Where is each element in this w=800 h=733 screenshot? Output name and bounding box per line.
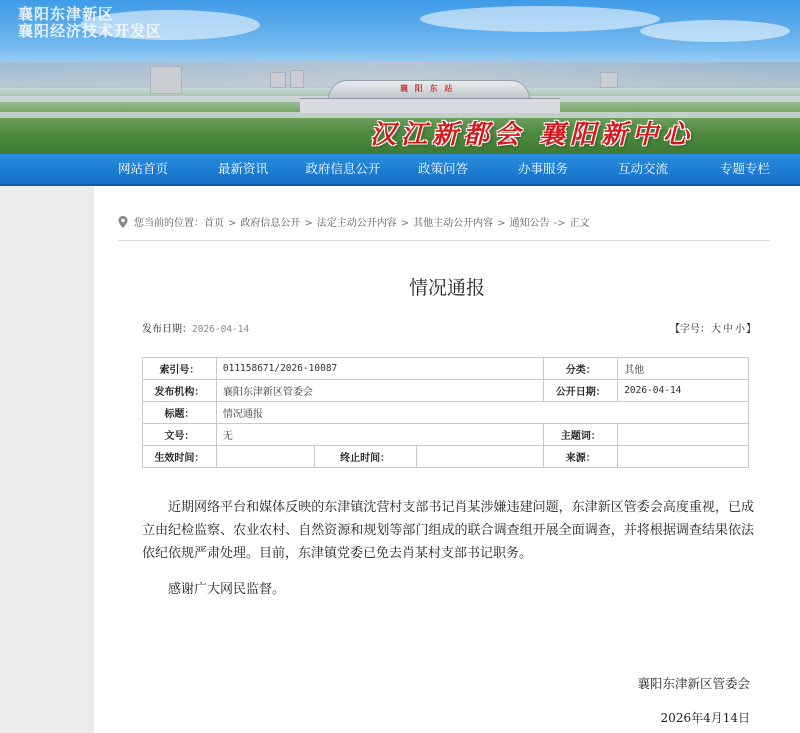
table-row bbox=[143, 358, 749, 380]
index-label: 索引号： bbox=[143, 358, 217, 380]
nav-interact[interactable]: 互动交流 bbox=[617, 161, 668, 176]
nav-news[interactable]: 最新资讯 bbox=[217, 161, 268, 176]
keywords-value bbox=[618, 424, 749, 446]
category-value: 其他 bbox=[618, 358, 749, 380]
content-panel bbox=[94, 186, 800, 733]
font-size-label: 【字号： bbox=[670, 324, 710, 335]
body-paragraph: 近期网络平台和媒体反映的东津镇沈营村支部书记肖某涉嫌违建问题，东津新区管委会高度重视，已成立由纪检监察、农业农村、自然资源和规划等部门组成的联合调查组开展全面调查，并将根据调查结果依法依纪依规严肃处理。目前，东津镇党委已免去肖某村支部书记职务。 bbox=[142, 500, 754, 561]
font-size-switcher bbox=[670, 320, 756, 335]
breadcrumb-current: 正文 bbox=[569, 218, 590, 229]
location-pin-icon bbox=[118, 216, 130, 231]
banner-slogan: 汉江新都会 襄阳新中心 bbox=[370, 120, 695, 150]
breadcrumb bbox=[118, 214, 590, 231]
keywords-label: 主题词： bbox=[544, 424, 618, 446]
table-row bbox=[143, 380, 749, 402]
effective-value bbox=[216, 446, 314, 468]
breadcrumb-notices[interactable]: 通知公告 bbox=[509, 218, 550, 229]
expiry-value bbox=[416, 446, 544, 468]
publisher-value: 襄阳东津新区管委会 bbox=[216, 380, 543, 402]
building-shape bbox=[270, 72, 286, 88]
publish-date bbox=[142, 320, 249, 335]
breadcrumb-separator: > bbox=[497, 218, 506, 229]
subject-value: 情况通报 bbox=[216, 402, 748, 424]
breadcrumb-gov-info[interactable]: 政府信息公开 bbox=[240, 218, 301, 229]
header-banner bbox=[0, 0, 800, 154]
divider bbox=[118, 240, 770, 241]
breadcrumb-home[interactable]: 首页 bbox=[204, 218, 224, 229]
font-large-button[interactable]: 大 bbox=[711, 324, 721, 335]
signature-date: 2026年4月14日 bbox=[660, 711, 750, 725]
source-value bbox=[618, 446, 749, 468]
station-sign: 襄 阳 东 站 bbox=[400, 84, 455, 93]
cloud-shape bbox=[420, 6, 660, 32]
building-shape bbox=[290, 70, 304, 88]
logo-line2: 襄阳经济技术开发区 bbox=[18, 22, 163, 40]
breadcrumb-prefix: 您当前的位置： bbox=[134, 218, 204, 229]
source-label: 来源： bbox=[544, 446, 618, 468]
publisher-label: 发布机构： bbox=[143, 380, 217, 402]
expiry-label: 终止时间： bbox=[314, 446, 416, 468]
metadata-table bbox=[142, 357, 749, 468]
nav-topics[interactable]: 专题专栏 bbox=[719, 161, 770, 176]
body-paragraph: 感谢广大网民监督。 bbox=[168, 582, 286, 597]
article-title: 情况通报 bbox=[408, 277, 485, 299]
breadcrumb-separator: > bbox=[400, 218, 410, 229]
nav-home[interactable]: 网站首页 bbox=[117, 161, 168, 176]
site-logo[interactable] bbox=[18, 6, 162, 40]
signature: 襄阳东津新区管委会 bbox=[637, 676, 750, 691]
breadcrumb-arrow: -> bbox=[553, 218, 566, 229]
table-row bbox=[143, 446, 749, 468]
main-nav bbox=[0, 154, 800, 186]
effective-label: 生效时间： bbox=[143, 446, 217, 468]
table-row bbox=[143, 424, 749, 446]
font-small-button[interactable]: 小 bbox=[735, 324, 745, 335]
nav-policy-qa[interactable]: 政策问答 bbox=[417, 161, 468, 176]
table-row bbox=[143, 402, 749, 424]
docno-value: 无 bbox=[216, 424, 543, 446]
logo-line1: 襄阳东津新区 bbox=[18, 5, 115, 23]
breadcrumb-statutory[interactable]: 法定主动公开内容 bbox=[316, 218, 397, 229]
breadcrumb-other[interactable]: 其他主动公开内容 bbox=[413, 218, 494, 229]
nav-gov-info[interactable]: 政府信息公开 bbox=[305, 161, 381, 176]
docno-label: 文号： bbox=[143, 424, 217, 446]
public-date-value: 2026-04-14 bbox=[618, 380, 749, 402]
publish-date-label: 发布日期： bbox=[142, 324, 192, 335]
building-shape bbox=[150, 66, 182, 94]
article-body bbox=[142, 496, 754, 601]
building-shape bbox=[600, 72, 618, 88]
font-size-close: 】 bbox=[746, 324, 756, 335]
subject-label: 标题： bbox=[143, 402, 217, 424]
publish-date-value: 2026-04-14 bbox=[192, 324, 250, 335]
category-label: 分类： bbox=[544, 358, 618, 380]
breadcrumb-separator: > bbox=[304, 218, 313, 229]
station-body bbox=[300, 98, 560, 113]
cloud-shape bbox=[640, 20, 790, 42]
font-medium-button[interactable]: 中 bbox=[723, 324, 733, 335]
breadcrumb-separator: > bbox=[228, 218, 237, 229]
public-date-label: 公开日期： bbox=[544, 380, 618, 402]
nav-services[interactable]: 办事服务 bbox=[517, 161, 568, 176]
index-value: 011158671/2026-10087 bbox=[216, 358, 543, 380]
